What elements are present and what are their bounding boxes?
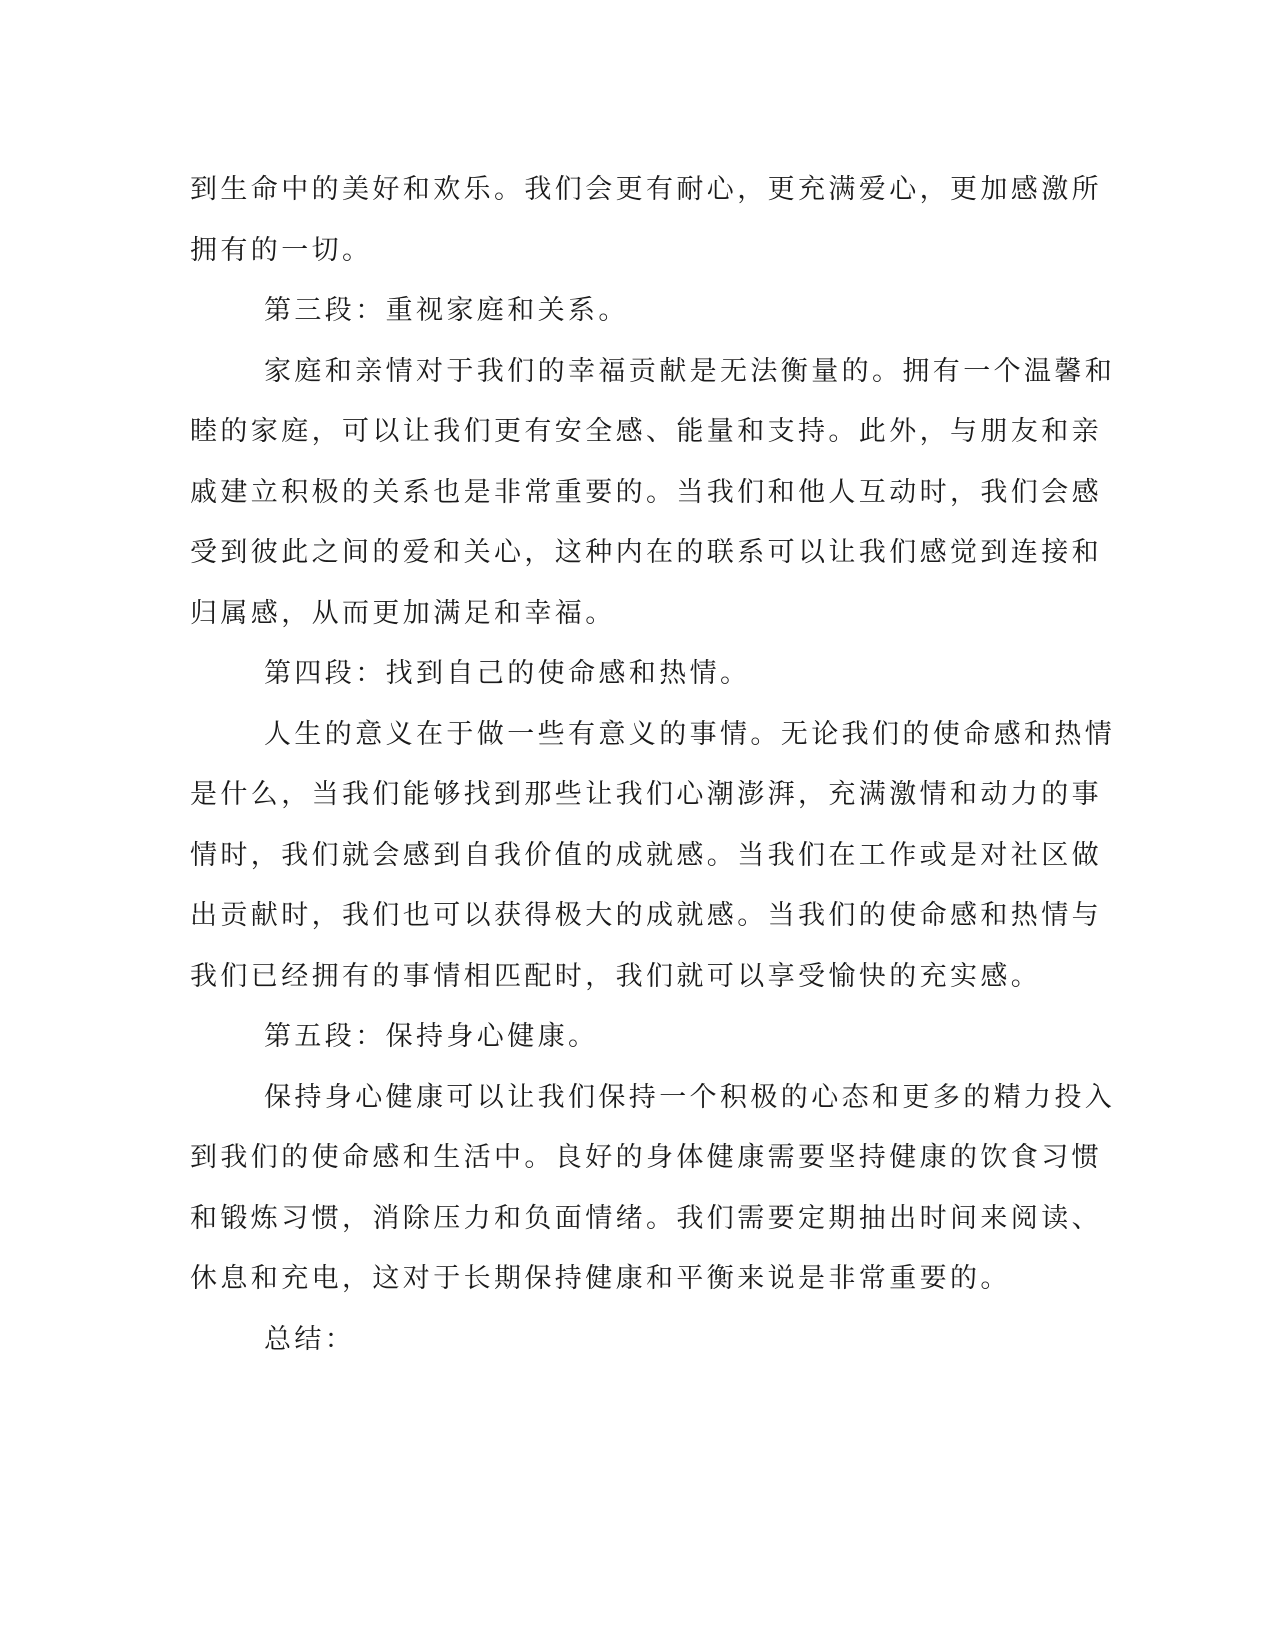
text-line: 到我们的使命感和生活中。良好的身体健康需要坚持健康的饮食习惯: [190, 1142, 1102, 1173]
paragraph-continuation: [190, 160, 1102, 281]
text-line: 是什么，当我们能够找到那些让我们心潮澎湃，充满激情和动力的事: [190, 779, 1102, 810]
text-line: 受到彼此之间的爱和关心，这种内在的联系可以让我们感觉到连接和: [190, 537, 1102, 568]
text-line: 拥有的一切。: [190, 234, 373, 266]
text-line: 保持身心健康可以让我们保持一个积极的心态和更多的精力投入: [264, 1081, 1116, 1113]
text-line: 出贡献时，我们也可以获得极大的成就感。当我们的使命感和热情与: [190, 900, 1102, 931]
paragraph-mission: [190, 705, 1116, 1008]
text-line: 归属感，从而更加满足和幸福。: [190, 597, 616, 629]
text-line: 第五段：保持身心健康。: [264, 1021, 599, 1052]
text-line: 戚建立积极的关系也是非常重要的。当我们和他人互动时，我们会感: [190, 476, 1102, 508]
body-text: [190, 160, 1116, 1370]
text-line: 到生命中的美好和欢乐。我们会更有耐心，更充满爱心，更加感激所: [190, 174, 1102, 205]
paragraph-family: [190, 342, 1116, 645]
text-line: 第三段：重视家庭和关系。: [264, 295, 629, 326]
section-heading-4: [190, 644, 1070, 705]
text-line: 总结：: [264, 1323, 356, 1355]
section-heading-5: [190, 1007, 1070, 1068]
text-line: 家庭和亲情对于我们的幸福贡献是无法衡量的。拥有一个温馨和: [264, 355, 1116, 387]
section-heading-3: [190, 281, 1070, 342]
text-line: 睦的家庭，可以让我们更有安全感、能量和支持。此外，与朋友和亲: [190, 416, 1102, 447]
text-line: 休息和充电，这对于长期保持健康和平衡来说是非常重要的。: [190, 1263, 1011, 1294]
text-line: 和锻炼习惯，消除压力和负面情绪。我们需要定期抽出时间来阅读、: [190, 1202, 1102, 1234]
paragraph-health: [190, 1068, 1116, 1310]
text-line: 第四段：找到自己的使命感和热情。: [264, 658, 751, 689]
text-line: 我们已经拥有的事情相匹配时，我们就可以享受愉快的充实感。: [190, 960, 1042, 992]
text-line: 人生的意义在于做一些有意义的事情。无论我们的使命感和热情: [264, 718, 1116, 750]
summary-heading: [190, 1310, 1070, 1371]
text-line: 情时，我们就会感到自我价值的成就感。当我们在工作或是对社区做: [190, 839, 1102, 871]
